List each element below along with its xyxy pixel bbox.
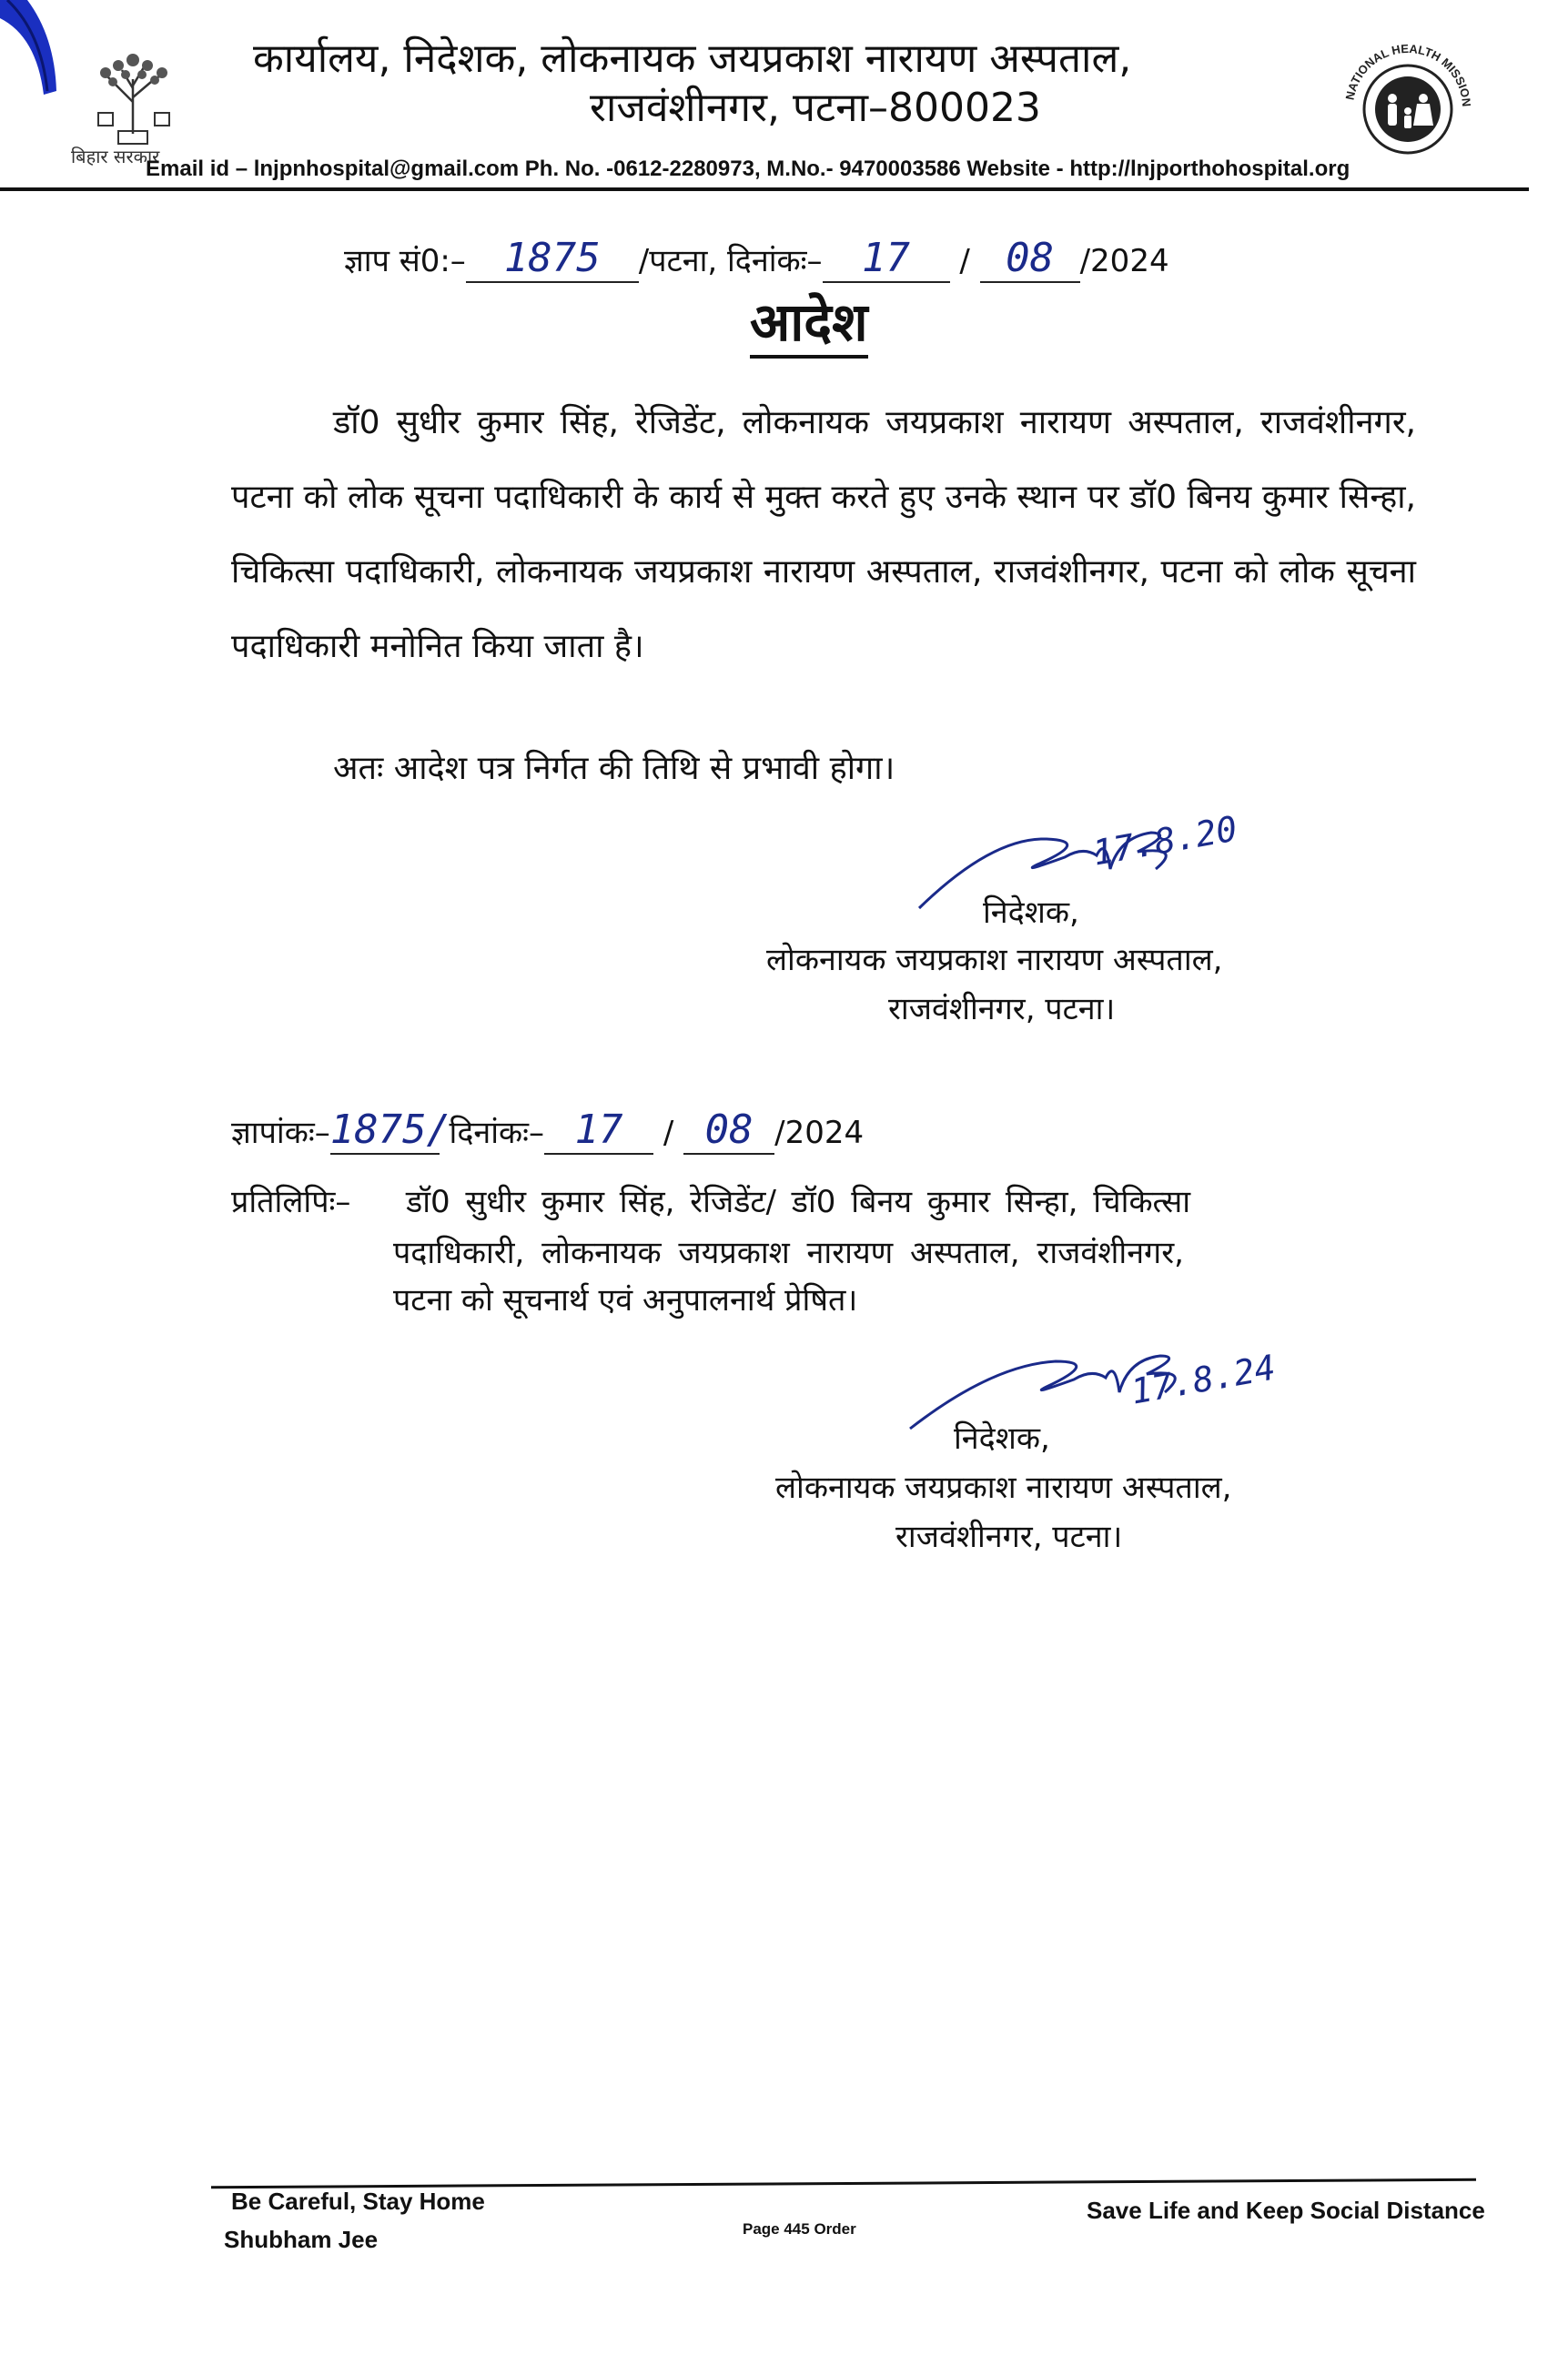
footer-right: Save Life and Keep Social Distance (1087, 2197, 1485, 2224)
footer-left-line1: Be Careful, Stay Home (231, 2188, 485, 2215)
reference-line: ज्ञाप सं0:– 1875 /पटना, दिनांकः– 17 / 08 /2024 (344, 235, 1169, 281)
order-paragraph (231, 386, 1416, 684)
ref-number: 1875 (466, 235, 639, 283)
signature-2-date: 17.8.24 (1128, 1347, 1279, 1412)
copy-label: प्रतिलिपिः– (231, 1184, 351, 1220)
emblem-caption: बिहार सरकार (71, 146, 160, 167)
header-divider (0, 187, 1529, 191)
ref2-month: 08 (683, 1107, 774, 1155)
svg-text:NATIONAL HEALTH MISSION: NATIONAL HEALTH MISSION (1342, 41, 1474, 107)
nhm-logo (1330, 35, 1485, 162)
signature-1-designation: निदेशक, (983, 894, 1079, 931)
ref2-number: 1875/ (329, 1107, 451, 1153)
signature-2-place: राजवंशीनगर, पटना। (895, 1519, 1123, 1555)
signature-1-date: 17.8.20 (1089, 808, 1240, 874)
signature-2-org: लोकनायक जयप्रकाश नारायण अस्पताल, (775, 1470, 1232, 1506)
footer-page-number: Page 445 Order (743, 2220, 856, 2238)
ref2-prefix: ज्ञापांकः– (231, 1115, 330, 1151)
header-title-line1: कार्यालय, निदेशक, लोकनायक जयप्रकाश नारायण अस्पताल, (253, 35, 1132, 82)
order-heading: आदेश (750, 289, 868, 359)
header-title-line2: राजवंशीनगर, पटना–800023 (590, 85, 1041, 131)
signature-2-designation: निदेशक, (954, 1420, 1050, 1457)
header-contact: Email id – lnjpnhospital@gmail.com Ph. No. -0612-2280973, M.No.- 9470003586 Website - http://lnjporthohospital.org (146, 157, 1351, 181)
copy-line-2: पदाधिकारी, लोकनायक जयप्रकाश नारायण अस्पताल, राजवंशीनगर, (393, 1235, 1184, 1271)
reference-line-2: ज्ञापांकः–1875/ दिनांकः– 17 / 08 /2024 (231, 1107, 865, 1153)
ref2-day: 17 (544, 1107, 653, 1155)
ref-day: 17 (823, 235, 950, 283)
ref2-year: /2024 (774, 1115, 865, 1151)
ref-month: 08 (980, 235, 1080, 283)
ref2-date-label: दिनांकः– (449, 1115, 545, 1151)
signature-1-place: राजवंशीनगर, पटना। (888, 991, 1116, 1027)
signature-1-org: लोकनायक जयप्रकाश नारायण अस्पताल, (766, 942, 1223, 978)
ref-place: /पटना, दिनांकः– (638, 243, 823, 279)
effective-note: अतः आदेश पत्र निर्गत की तिथि से प्रभावी होगा। (333, 750, 895, 787)
ref-prefix: ज्ञाप सं0:– (344, 243, 466, 279)
copy-line-1: डॉ0 सुधीर कुमार सिंह, रेजिडेंट/ डॉ0 बिनय कुमार सिन्हा, चिकित्सा (406, 1184, 1191, 1220)
order-body-text: डॉ0 सुधीर कुमार सिंह, रेजिडेंट, लोकनायक जयप्रकाश नारायण अस्पताल, राजवंशीनगर, पटना को लोक सूचना पदाधिकारी के कार्य से मुक्त करते हुए उनके स्थान पर डॉ0 बिनय कुमार सिन्हा, चिकित्सा पदाधिकारी, लोकनायक जयप्रकाश नारायण अस्पताल, राजवंशीनगर, पटना को लोक सूचना पदाधिकारी मनोनित किया जाता है। (231, 404, 1416, 665)
ribbon-decoration (0, 0, 64, 100)
tree-icon (78, 47, 187, 147)
footer-left-line2: Shubham Jee (224, 2226, 379, 2253)
ref-year: /2024 (1079, 243, 1169, 279)
copy-line-3: पटना को सूचनार्थ एवं अनुपालनार्थ प्रेषित। (393, 1282, 858, 1319)
